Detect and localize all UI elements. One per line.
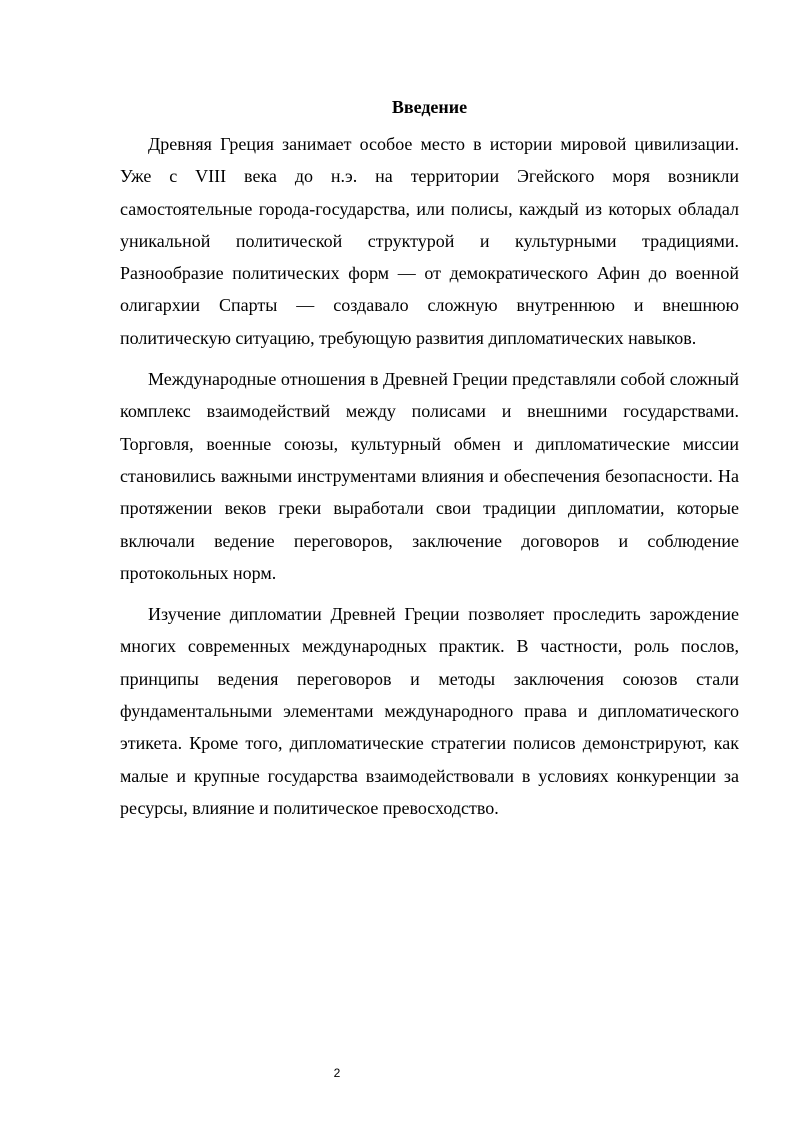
page-number: 2 xyxy=(333,1066,341,1080)
paragraph-2: Международные отношения в Древней Греции представляли собой сложный комплекс взаимодействий между полисами и внешними государствами. Торговля, военные союзы, культурный обмен и дипломатические миссии становились важными инструментами влияния и обеспечения безопасности. На протяжении веков греки выработали свои традиции дипломатии, которые включали ведение переговоров, заключение договоров и соблюдение протокольных норм. xyxy=(120,369,740,583)
paragraph-1: Древняя Греция занимает особое место в истории мировой цивилизации. Уже с VIII века до н.э. на территории Эгейского моря возникли самостоятельные города-государства, или полисы, каждый из которых обладал уникальной политической структурой и культурными традициями. Разнообразие политических форм — от демократического Афин до военной олигархии Спарты — создавало сложную внутреннюю и внешнюю политическую ситуацию, требующую развития дипломатических навыков. xyxy=(120,134,739,348)
section-heading: Введение xyxy=(391,97,468,117)
paragraph-3: Изучение дипломатии Древней Греции позволяет проследить зарождение многих современных международных практик. В частности, роль послов, принципы ведения переговоров и методы заключения союзов стали фундаментальными элементами международного права и дипломатического этикета. Кроме того, дипломатические стратегии полисов демонстрируют, как малые и крупные государства взаимодействовали в условиях конкуренции за ресурсы, влияние и политическое превосходство. xyxy=(120,604,739,818)
body-text xyxy=(120,128,739,833)
